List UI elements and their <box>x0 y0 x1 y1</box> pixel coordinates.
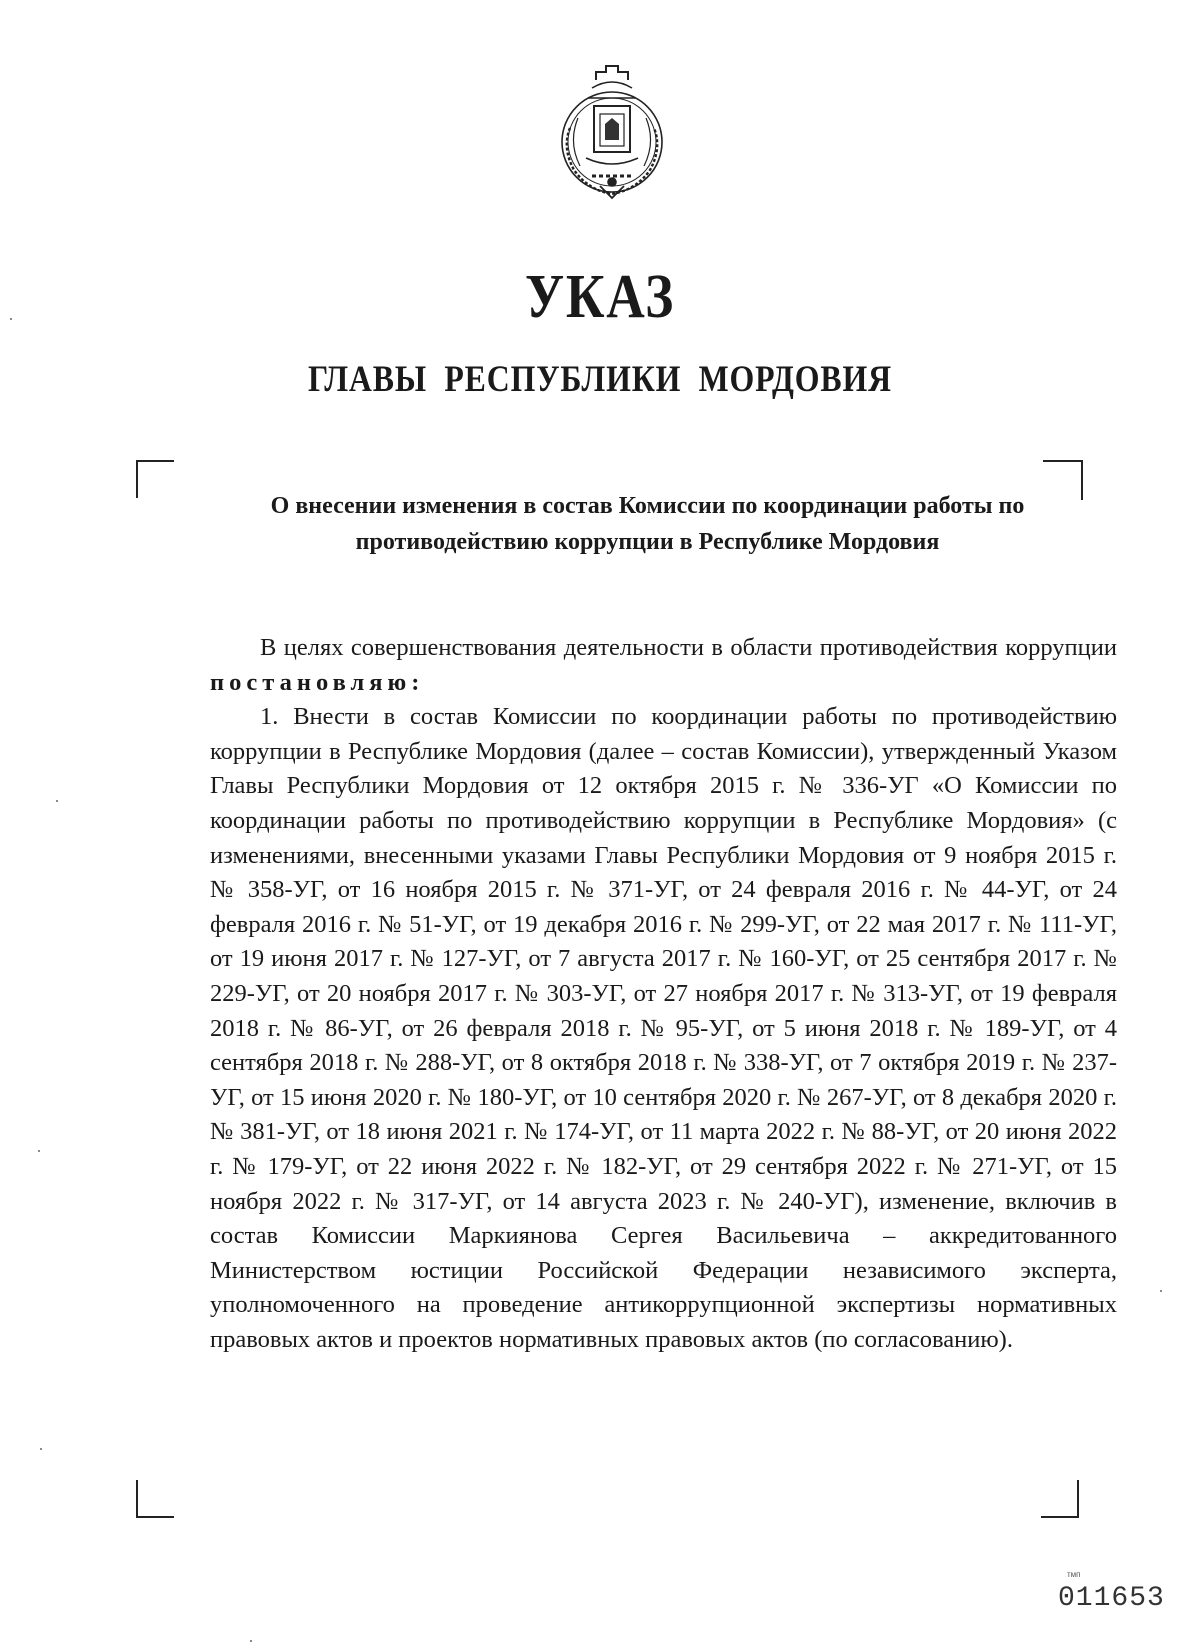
scan-speck <box>250 1640 252 1642</box>
decree-heading-line-2: противодействию коррупции в Республике Мордовия <box>355 529 940 555</box>
serial-number: 011653 <box>1058 1583 1165 1614</box>
decree-title: УКАЗ <box>524 263 675 331</box>
stamp-mark: тмп <box>1067 1570 1081 1579</box>
scan-speck <box>38 1150 40 1152</box>
item-1-paragraph: 1. Внести в состав Комиссии по координации работы по противодействию коррупции в Республике Мордовия (далее – состав Комиссии), утвержденный Указом Главы Республики Мордовия от 12 октября 2015 г. № 336-УГ «О Комиссии по координации работы по противодействию коррупции в Республике Мордовия» (с изменениями, внесенными указами Главы Республики Мордовия от 9 ноября 2015 г. № 358-УГ, от 16 ноября 2015 г. № 371-УГ, от 24 февраля 2016 г. № 44-УГ, от 24 февраля 2016 г. № 51-УГ, от 19 декабря 2016 г. № 299-УГ, от 22 мая 2017 г. № 111-УГ, от 19 июня 2017 г. № 127-УГ, от 7 августа 2017 г. № 160-УГ, от 25 сентября 2017 г. № 229-УГ, от 20 ноября 2017 г. № 303-УГ, от 27 ноября 2017 г. № 313-УГ, от 19 февраля 2018 г. № 86-УГ, от 26 февраля 2018 г. № 95-УГ, от 5 июня 2018 г. № 189-УГ, от 4 сентября 2018 г. № 288-УГ, от 8 октября 2018 г. № 338-УГ, от 7 октября 2019 г. № 237-УГ, от 15 июня 2020 г. № 180-УГ, от 10 сентября 2020 г. № 267-УГ, от 8 декабря 2020 г. № 381-УГ, от 18 июня 2021 г. № 174-УГ, от 11 марта 2022 г. № 88-УГ, от 20 июня 2022 г. № 179-УГ, от 22 июня 2022 г. № 182-УГ, от 29 сентября 2022 г. № 271-УГ, от 15 ноября 2022 г. № 317-УГ, от 14 августа 2023 г. № 240-УГ), изменение, включив в состав Комиссии Маркиянова Сергея Васильевича – аккредитованного Министерством юстиции Российской Федерации независимого эксперта, уполномоченного на проведение антикоррупционной экспертизы нормативных правовых актов и проектов нормативных правовых актов (по согласованию). <box>210 703 1117 1353</box>
coat-of-arms-emblem <box>548 58 676 206</box>
scan-speck <box>1160 1290 1162 1292</box>
scan-speck <box>10 318 12 320</box>
intro-text: В целях совершенствования деятельности в области противодействия коррупции <box>260 634 1117 661</box>
decree-heading-line-1: О внесении изменения в состав Комиссии по координации работы по <box>270 493 1025 519</box>
decree-body <box>210 631 1117 1357</box>
decree-authority: ГЛАВЫ РЕСПУБЛИКИ МОРДОВИЯ <box>308 359 892 400</box>
scan-speck <box>40 1448 42 1450</box>
corner-mark-bottom-left <box>136 1480 174 1518</box>
decree-word: постановляю: <box>210 668 425 696</box>
decree-heading <box>200 488 1095 560</box>
scan-speck <box>56 800 58 802</box>
corner-mark-bottom-right <box>1041 1480 1079 1518</box>
intro-paragraph <box>210 631 1117 700</box>
corner-mark-top-left <box>136 460 174 498</box>
